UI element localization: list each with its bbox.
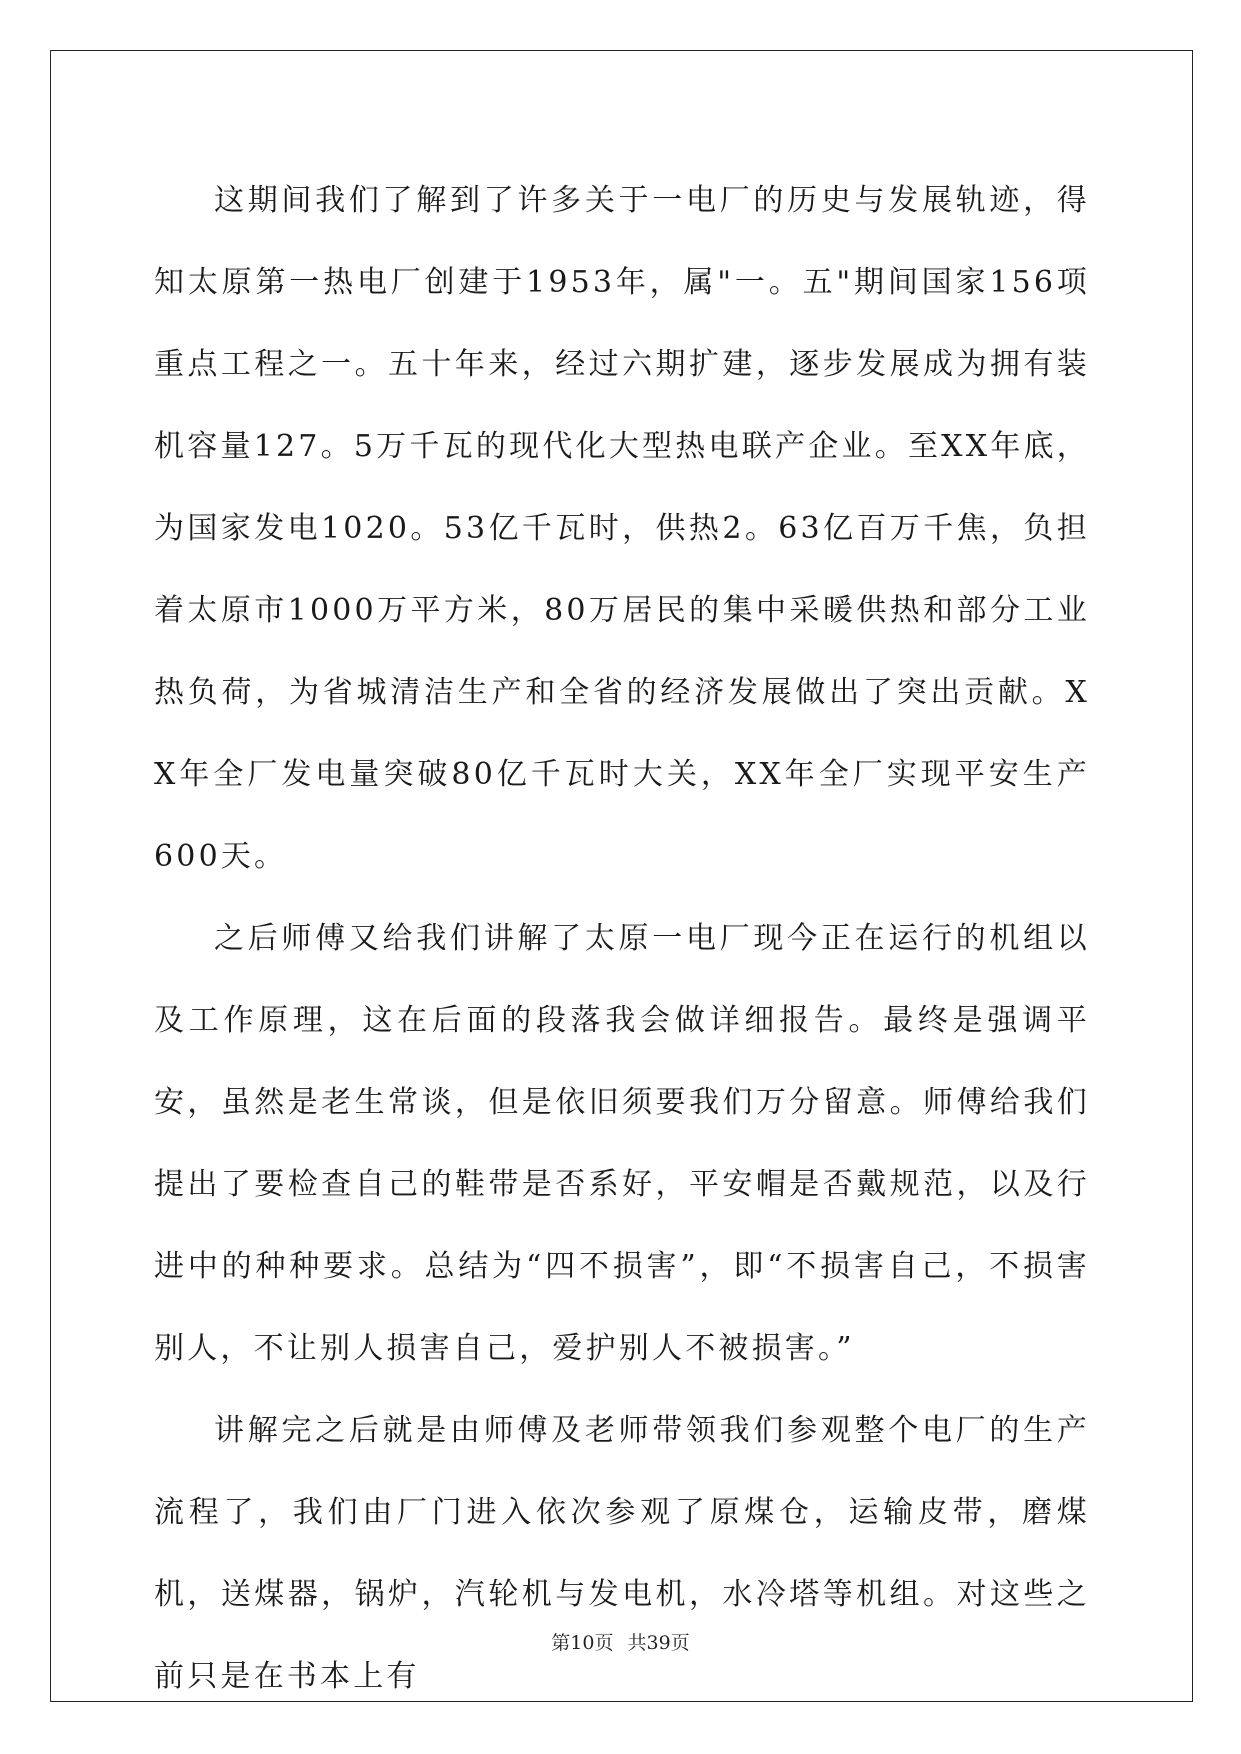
- paragraph-2: 之后师傅又给我们讲解了太原一电厂现今正在运行的机组以及工作原理，这在后面的段落我会做详细报告。最终是强调平安，虽然是老生常谈，但是依旧须要我们万分留意。师傅给我们提出了要检查自己的鞋带是否系好，平安帽是否戴规范，以及行进中的种种要求。总结为“四不损害”，即“不损害自己，不损害别人，不让别人损害自己，爱护别人不被损害。”: [154, 921, 1090, 1366]
- page-number: 第10页: [551, 1632, 614, 1654]
- paragraph-1: 这期间我们了解到了许多关于一电厂的历史与发展轨迹，得知太原第一热电厂创建于1953年，属"一。五"期间国家156项重点工程之一。五十年来，经过六期扩建，逐步发展成为拥有装机容量127。5万千瓦的现代化大型热电联产企业。至XX年底，为国家发电1020。53亿千瓦时，供热2。63亿百万千焦，负担着太原市1000万平方米，80万居民的集中采暖供热和部分工业热负荷，为省城清洁生产和全省的经济发展做出了突出贡献。XX年全厂发电量突破80亿千瓦时大关，XX年全厂实现平安生产600天。: [154, 183, 1090, 874]
- page-footer: [0, 1628, 1241, 1655]
- paragraph-3: 讲解完之后就是由师傅及老师带领我们参观整个电厂的生产流程了，我们由厂门进入依次参观了原煤仓，运输皮带，磨煤机，送煤器，锅炉，汽轮机与发电机，水冷塔等机组。对这些之前只是在书本上有: [154, 1413, 1090, 1694]
- page-total: 共39页: [627, 1632, 690, 1654]
- document-body: [154, 160, 1090, 1718]
